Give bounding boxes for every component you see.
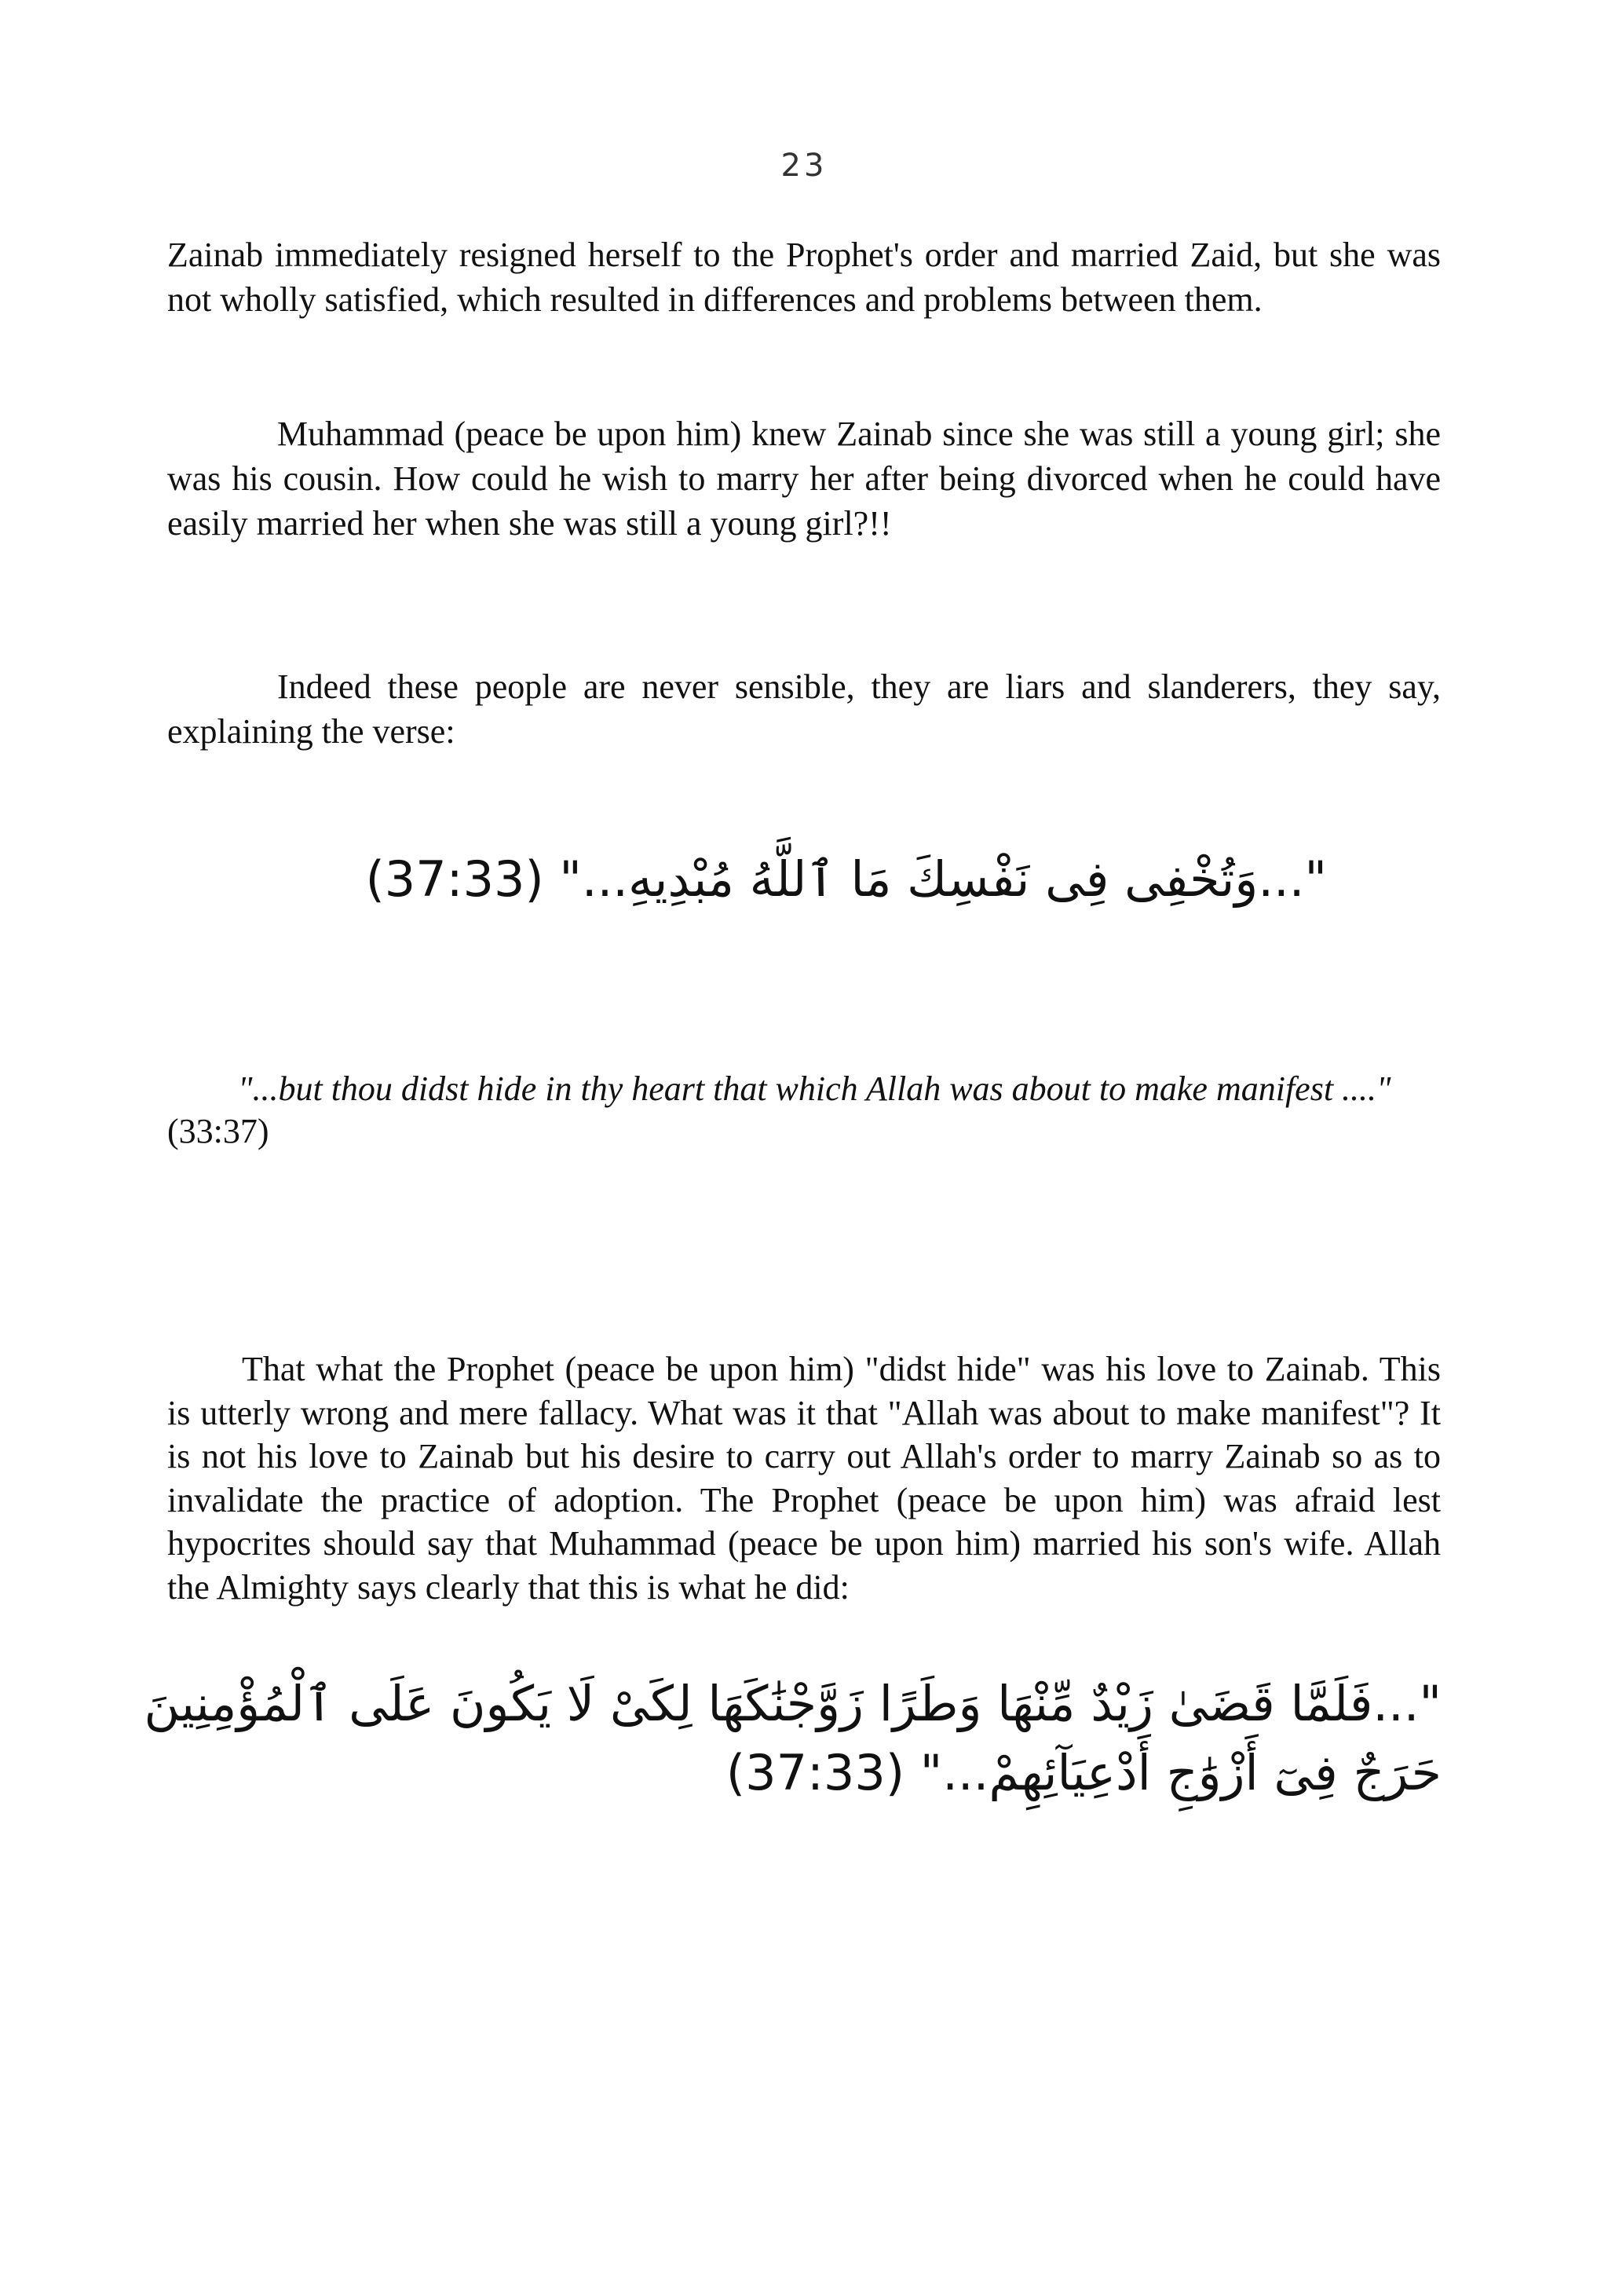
paragraph-muhammad-cousin: Muhammad (peace be upon him) knew Zainab since she was still a young girl; she was his cousin. How could he wish to marry her after being divorced when he could have easily married her when she was still a young girl?!! <box>167 415 1441 543</box>
page-number: 23 <box>780 148 828 184</box>
paragraph-slanderers: Indeed these people are never sensible, they are liars and slanderers, they say, explaining the verse: <box>167 667 1441 751</box>
arabic-verse-hide: "...وَتُخْفِى فِى نَفْسِكَ مَا ٱللَّهُ مُبْدِيهِ..." (37:33) <box>365 850 1327 908</box>
arabic-verse-zaid-line2: حَرَجٌ فِىٓ أَزْوَٰجِ أَدْعِيَآئِهِمْ..." (37:33) <box>725 1744 1442 1801</box>
arabic-verse-zaid-line1: "...فَلَمَّا قَضَىٰ زَيْدٌ مِّنْهَا وَطَرًا زَوَّجْنَٰكَهَا لِكَىْ لَا يَكُونَ عَلَى ٱلْمُؤْمِنِينَ <box>144 1675 1442 1732</box>
paragraph-zainab-marriage: Zainab immediately resigned herself to the Prophet's order and married Zaid, but she was not wholly satisfied, which resulted in differences and problems between them. <box>167 236 1441 319</box>
verse-translation <box>167 1068 1441 1153</box>
verse-translation-text: "...but thou didst hide in thy heart that which Allah was about to make manifest ...." <box>238 1069 1391 1108</box>
verse-translation-reference: (33:37) <box>167 1112 269 1150</box>
paragraph-prophet-explanation: That what the Prophet (peace be upon him) "didst hide" was his love to Zainab. This is utterly wrong and mere fallacy. What was it that "Allah was about to make manifest"? It is not his love to Zainab but his desire to carry out Allah's order to marry Zainab so as to invalidate the practice of adoption. The Prophet (peace be upon him) was afraid lest hypocrites should say that Muhammad (peace be upon him) married his son's wife. Allah the Almighty says clearly that this is what he did: <box>167 1350 1441 1607</box>
